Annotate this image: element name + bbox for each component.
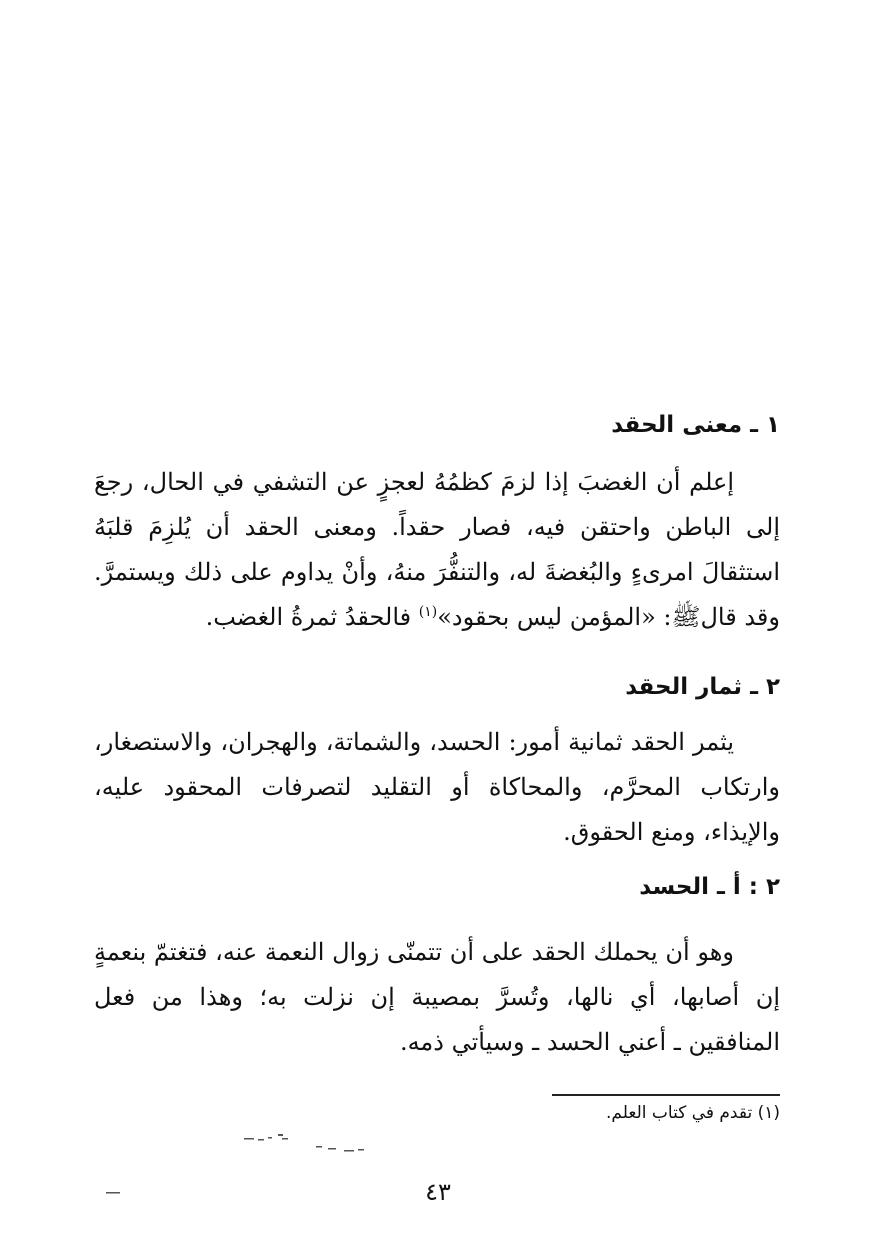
footnote: (١) تقدم في كتاب العلم. bbox=[606, 1103, 780, 1123]
scan-speckles bbox=[236, 1128, 376, 1158]
paragraph-envy bbox=[94, 930, 780, 1065]
paragraph-meaning-of-hatred bbox=[94, 460, 780, 640]
paragraph-text: إعلم أن الغضبَ إذا لزمَ كظمُهُ لعجزٍ عن التشفي في الحال، رجعَ إلى الباطن واحتقن فيه، فصار حقداً. ومعنى الحقد أن يُلزِمَ قلبَهُ استثقالَ امرىءٍ والبُغضةَ له، والتنفُّرَ منهُ، وأنْ يداوم على ذلك ويستمرَّ. وقد قالﷺ: «المؤمن ليس بحقود» bbox=[94, 468, 780, 631]
section-heading-envy: ٢ : أ ـ الحسد bbox=[639, 874, 780, 900]
paragraph-tail: فالحقدُ ثمرةُ الغضب. bbox=[205, 603, 419, 631]
section-heading-meaning-of-hatred: ١ ـ معنى الحقد bbox=[611, 412, 780, 438]
paragraph-text: يثمر الحقد ثمانية أمور: الحسد، والشماتة، والهجران، والاستصغار، وارتكاب المحرَّم، والمحاكاة أو التقليد لتصرفات المحقود عليه، والإيذاء، ومنع الحقوق. bbox=[94, 728, 780, 846]
paragraph-text: وهو أن يحملك الحقد على أن تتمنّى زوال النعمة عنه، فتغتمّ بنعمةٍ إن أصابها، أي نالها، وتُسرَّ بمصيبة إن نزلت به؛ وهذا من فعل المنافقين ـ أعني الحسد ـ وسيأتي ذمه. bbox=[94, 938, 780, 1056]
page-number: ٤٣ bbox=[425, 1178, 451, 1206]
footnote-divider bbox=[552, 1094, 780, 1096]
footnote-reference: (١) bbox=[418, 604, 438, 620]
paragraph-fruits-of-hatred bbox=[94, 720, 780, 855]
section-heading-fruits-of-hatred: ٢ ـ ثمار الحقد bbox=[625, 674, 780, 700]
